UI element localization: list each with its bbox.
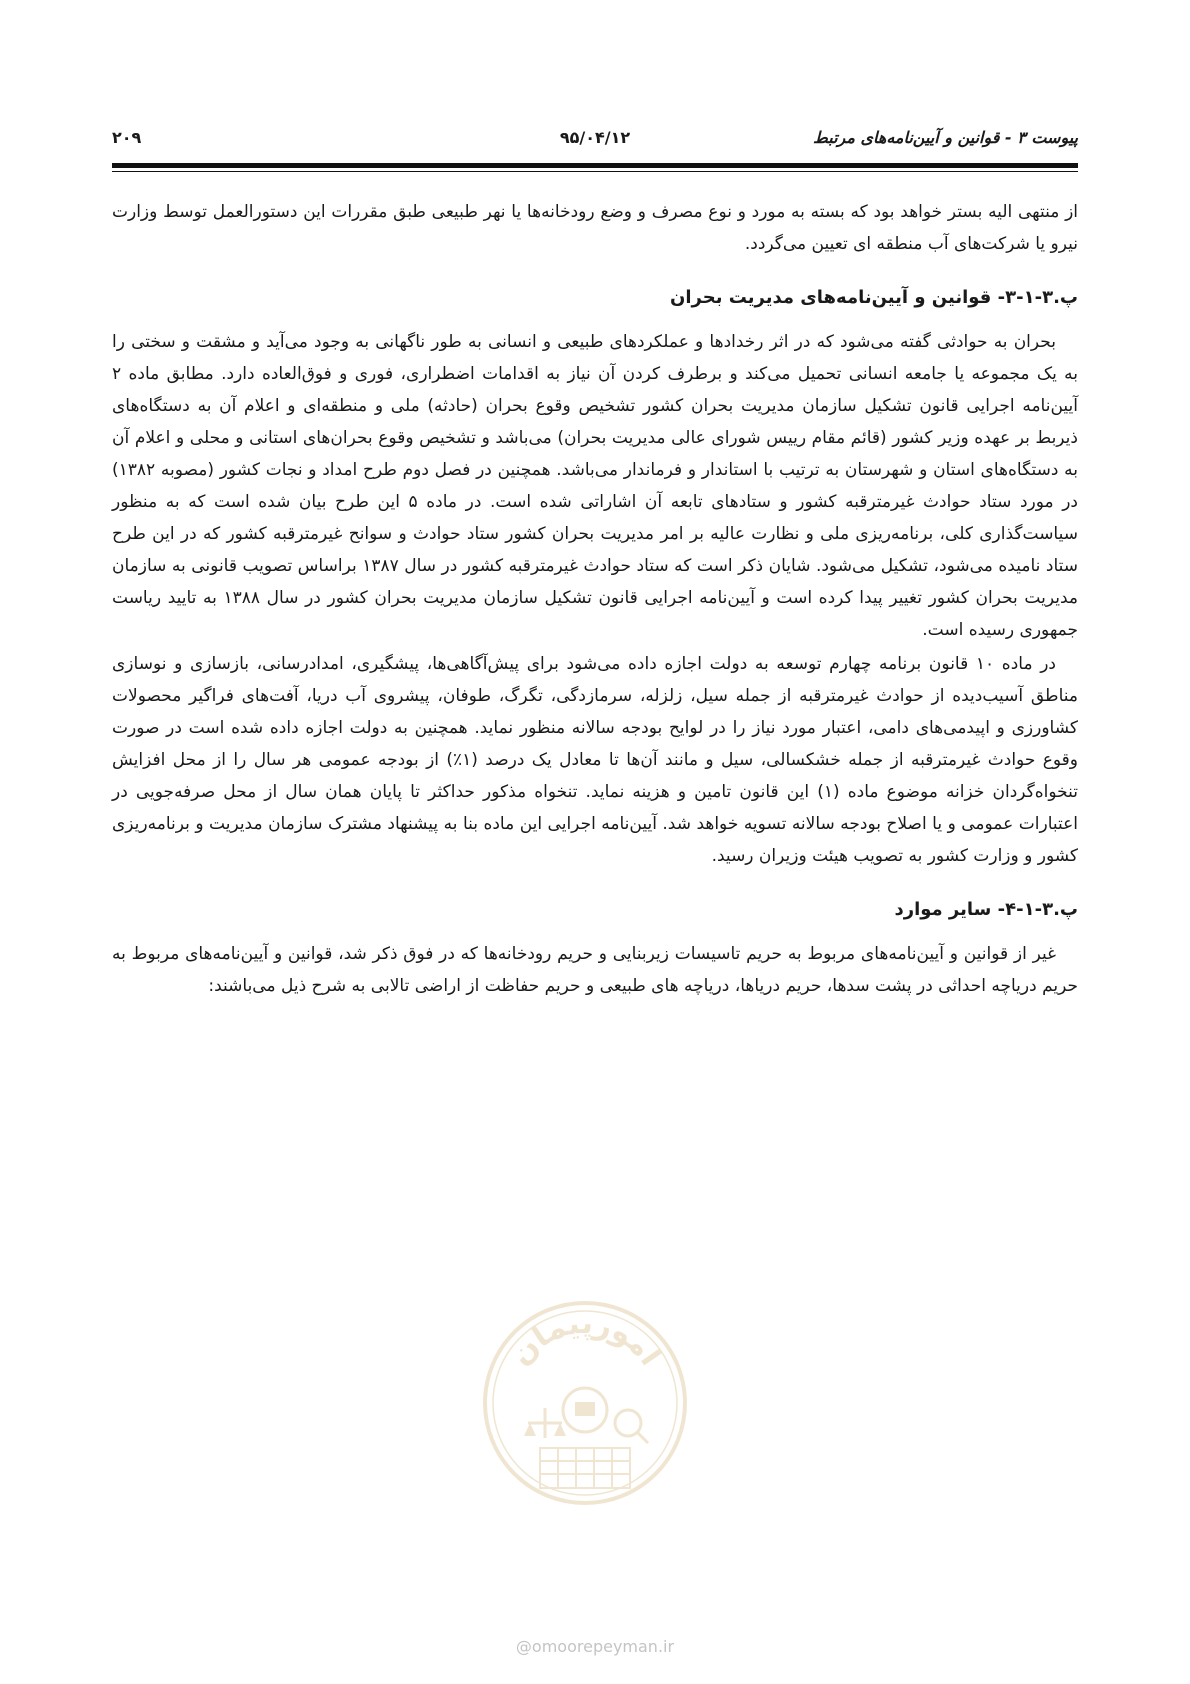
- page-number: ۲۰۹: [112, 128, 142, 147]
- header-date: ۹۵/۰۴/۱۲: [559, 128, 631, 147]
- seal-text: امورپیمان: [503, 1305, 668, 1373]
- intro-paragraph: از منتهی الیه بستر خواهد بود که بسته به مورد و نوع مصرف و وضع رودخانه‌ها یا نهر طبیعی طبق مقررات این دستورالعمل توسط وزارت نیرو یا شرکت‌های آب منطقه ای تعیین می‌گردد.: [112, 202, 1078, 254]
- header-title: پیوست ۳ - قوانین و آیین‌نامه‌های مرتبط: [813, 128, 1078, 147]
- header-rule-thick: [112, 163, 1078, 168]
- body-paragraph: غیر از قوانین و آیین‌نامه‌های مربوط به حریم تاسیسات زیربنایی و حریم رودخانه‌ها که در فوق ذکر شد، قوانین و آیین‌نامه‌های مربوط به حریم دریاچه احداثی در پشت سدها، حریم دریاها، دریاچه های طبیعی و حریم حفاظت از اراضی تالابی به شرح ذیل می‌باشند:: [112, 944, 1078, 996]
- body-paragraph: در ماده ۱۰ قانون برنامه چهارم توسعه به دولت اجازه داده می‌شود برای پیش‌آگاهی‌ها، پیشگیری، امدادرسانی، بازسازی و نوسازی مناطق آسیب‌دیده از حوادث غیرمترقبه از جمله سیل، زلزله، سرمازدگی، تگرگ، طوفان، پیشروی آب دریا، آفت‌های فراگیر محصولات کشاورزی و اپیدمی‌های دامی، اعتبار مورد نیاز را در لوایح بودجه سالانه منظور نماید. همچنین به دولت اجازه داده شده است در صورت وقوع حوادث غیرمترقبه از جمله خشکسالی، سیل و مانند آن‌ها تا معادل یک درصد (۱٪) از بودجه عمومی هر سال را از محل افزایش تنخواه‌گردان خزانه موضوع ماده (۱) این قانون تامین و هزینه نماید. تنخواه مذکور حداکثر تا پایان همان سال از محل صرفه‌جویی در اعتبارات عمومی و یا اصلاح بودجه سالانه تسویه خواهد شد. آیین‌نامه اجرایی این ماده بنا به پیشنهاد مشترک سازمان مدیریت و برنامه‌ریزی کشور و وزارت کشور به تصویب هیئت وزیران رسید.: [112, 654, 1078, 866]
- svg-text:امورپیمان: [503, 1306, 668, 1372]
- section-heading-other-items: پ.۳-۱-۴- سایر موارد: [894, 899, 1078, 920]
- document-body: [112, 196, 1078, 1002]
- seal-logo-icon: [480, 1298, 690, 1508]
- header-rule-thin: [112, 171, 1078, 172]
- page-header: [112, 128, 1078, 158]
- section-heading-crisis-management: پ.۳-۱-۳- قوانین و آیین‌نامه‌های مدیریت بحران: [669, 287, 1078, 308]
- watermark-url: @omoorepeyman.ir: [515, 1637, 675, 1656]
- body-paragraph: بحران به حوادثی گفته می‌شود که در اثر رخدادها و عملکردهای طبیعی و انسانی به طور ناگهانی به وجود می‌آید و مشقت و سختی را به یک مجموعه یا جامعه انسانی تحمیل می‌کند و برطرف کردن آن نیاز به اقدامات اضطراری، فوری و فوق‌العاده دارد. مطابق ماده ۲ آیین‌نامه اجرایی قانون تشکیل سازمان مدیریت بحران کشور تشخیص وقوع بحران (حادثه) ملی و منطقه‌ای و اعلام آن به دستگاه‌های ذیربط بر عهده وزیر کشور (قائم مقام رییس شورای عالی مدیریت بحران) می‌باشد و تشخیص وقوع بحران‌های استانی و محلی و اعلام آن به دستگاه‌های استان و شهرستان به ترتیب با استاندار و فرماندار می‌باشد. همچنین در فصل دوم طرح امداد و نجات کشور (مصوبه ۱۳۸۲) در مورد ستاد حوادث غیرمترقبه کشور و ستادهای تابعه آن اشاراتی شده است. در ماده ۵ این طرح بیان شده است که به منظور سیاست‌گذاری کلی، برنامه‌ریزی ملی و نظارت عالیه بر امر مدیریت بحران کشور ستاد حوادث و سوانح غیرمترقبه کشور که در این طرح ستاد نامیده می‌شود، تشکیل می‌شود. شایان ذکر است که ستاد حوادث غیرمترقبه کشور در سال ۱۳۸۷ براساس تصویب قانونی به سازمان مدیریت بحران کشور تغییر پیدا کرده است و آیین‌نامه اجرایی قانون تشکیل سازمان مدیریت بحران کشور در سال ۱۳۸۸ به تایید ریاست جمهوری رسیده است.: [112, 332, 1078, 640]
